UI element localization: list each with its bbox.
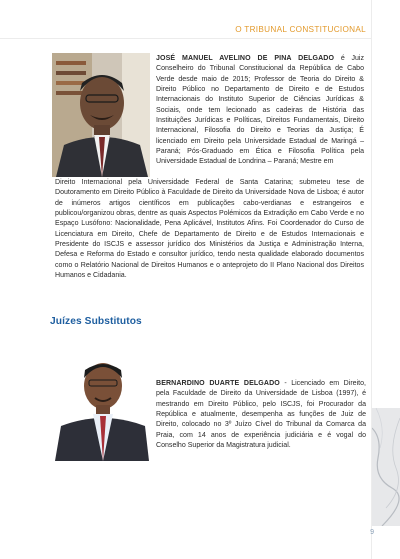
marble-decoration	[372, 408, 400, 526]
judge-photo-pina-delgado	[52, 53, 150, 177]
running-header: O TRIBUNAL CONSTITUCIONAL	[235, 25, 366, 34]
judge-bio-continued: Direito Internacional pela Universidade Federal de Santa Catarina; submeteu tese de Doutoramento em Direito Público à Faculdade de Direito da Universidade Nova de Lisboa; é autor de inúmeros artigos científicos em publicações cabo-verdianas e estrangeiros e publicou/organizou obras, dentre as quais Aspectos Polémicos da Extradição em Cabo Verde e no Espaço Lusófono: Nacionalidade, Pena Aplicável, Institutos Afins. Foi Coordenador do Curso de Licenciatura em Direito, Chefe de Departamento de Direito e de Estudos Internacionais e Presidente do ISCJS e assessor jurídico dos Ministérios da Justiça e Administração Interna, Defesa e Reforma do Estado e consultor jurídico, tendo nesta qualidade elaborado documentos como o Relatório Nacional de Direitos Humanos e o anteprojeto do II Plano Nacional dos Direitos Humanos e Cidadania.	[55, 179, 364, 280]
judge-bio-side-text: é Juiz Conselheiro do Tribunal Constitucional da República de Cabo Verde desde maio de 2015; Professor de Teoria do Direito & Direito Público no Departamento de Direito e de Estudos Internacionais do Instituto Superior de Ciências Jurídicas & Sociais, onde tem lecionado as cadeiras de História das Instituições Jurídicas e Políticas, Direitos Fundamentais, Direito Internacional, Filosofia do Direito e Teorias da Justiça; É licenciado em Direito pela Universidade Estadual de Maringá – Paraná; Pós-Graduado em Ética e Filosofia Política pela Universidade Estadual de Londrina – Paraná; Mestre em	[156, 55, 364, 166]
substitute-judge-name: BERNARDINO DUARTE DELGADO	[156, 380, 280, 387]
page-number: 9	[370, 529, 374, 536]
judge-photo-bernardino-delgado	[53, 350, 151, 461]
substitute-judge-bio	[156, 379, 366, 451]
substitute-judge-bio-text: - Licenciado em Direito, pela Faculdade de Direito da Universidade de Lisboa (1997), é mestrando em Direito Público, pelo ISCJS, foi Procurador da República e atualmente, desempenha as funções de Juiz de Direito, colocado no 3º Juízo Cível do Tribunal da Comarca da Praia, com 14 anos de experiência judiciária e é vogal do Conselho Superior da Magistratura judicial.	[156, 380, 366, 450]
section-heading: Juízes Substitutos	[50, 316, 142, 327]
judge-name: JOSÉ MANUEL AVELINO DE PINA DELGADO	[156, 55, 335, 62]
header-divider	[0, 38, 372, 39]
judge-bio-intro	[156, 54, 364, 168]
